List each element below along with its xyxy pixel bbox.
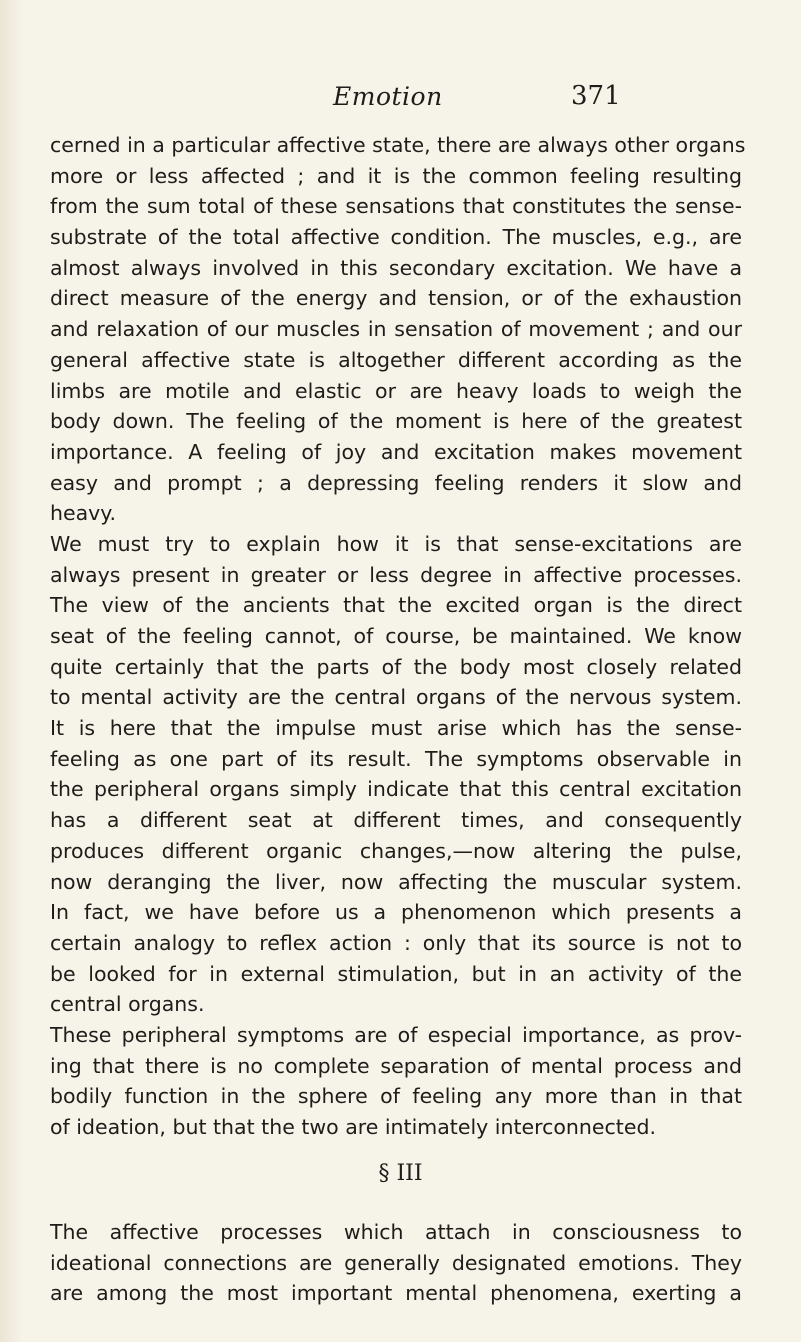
text-line: easy and prompt ; a depressing feeling renders it slow and <box>50 470 742 495</box>
text-line: We must try to explain how it is that sense-excitations are <box>50 531 742 556</box>
text-line: The affective processes which attach in consciousness to <box>50 1220 742 1244</box>
text-line: substrate of the total affective condition. The muscles, e.g., are <box>50 225 742 250</box>
text-line: limbs are motile and elastic or are heavy loads to weigh the <box>50 378 742 403</box>
text-line: always present in greater or less degree in affective processes. <box>50 562 742 587</box>
text-line: the peripheral organs simply indicate that this central excitation <box>50 777 742 802</box>
text-line: be looked for in external stimulation, but in an activity of the <box>50 961 742 986</box>
text-line: In fact, we have before us a phenomenon which presents a <box>50 900 742 925</box>
text-line: central organs. <box>50 992 205 1017</box>
running-title: Emotion <box>333 82 443 111</box>
text-line: from the sum total of these sensations that constitutes the sense- <box>50 194 742 219</box>
text-line: bodily function in the sphere of feeling any more than in that <box>50 1084 742 1109</box>
page-number: 371 <box>571 81 621 111</box>
text-line: seat of the feeling cannot, of course, be maintained. We know <box>50 624 742 648</box>
text-line: to mental activity are the central organs of the nervous system. <box>50 685 742 710</box>
text-line: direct measure of the energy and tension, or of the exhaustion <box>50 286 742 311</box>
text-line: ing that there is no complete separation of mental process and <box>50 1053 742 1078</box>
text-line: almost always involved in this secondary excitation. We have a <box>50 255 742 280</box>
text-line: ideational connections are generally designated emotions. They <box>50 1250 742 1275</box>
text-line: It is here that the impulse must arise which has the sense- <box>50 716 742 741</box>
text-line: certain analogy to reflex action : only that its source is not to <box>50 930 742 955</box>
text-line: feeling as one part of its result. The symptoms observable in <box>50 746 742 771</box>
section-text <box>50 1217 742 1309</box>
text-line: The view of the ancients that the excited organ is the direct <box>50 593 742 618</box>
text-line: These peripheral symptoms are of especial importance, as prov- <box>50 1022 742 1047</box>
text-line: heavy. <box>50 501 117 526</box>
text-line: and relaxation of our muscles in sensation of movement ; and our <box>50 317 742 342</box>
text-line: of ideation, but that the two are intimately interconnected. <box>50 1115 656 1139</box>
page-header <box>0 82 801 116</box>
text-line: has a different seat at different times, and consequently <box>50 808 742 833</box>
text-line: quite certainly that the parts of the body most closely related <box>50 654 742 679</box>
section-heading: § III <box>378 1161 423 1186</box>
text-line: are among the most important mental phenomena, exerting a <box>50 1281 742 1306</box>
text-line: now deranging the liver, now affecting the muscular system. <box>50 869 742 894</box>
text-line: produces different organic changes,—now altering the pulse, <box>50 838 742 863</box>
text-line: general affective state is altogether different according as the <box>50 347 742 372</box>
text-line: importance. A feeling of joy and excitation makes movement <box>50 439 742 464</box>
body-text <box>50 130 746 1143</box>
text-line: cerned in a particular affective state, there are always other organs <box>50 133 746 157</box>
text-line: body down. The feeling of the moment is here of the greatest <box>50 409 742 434</box>
text-line: more or less affected ; and it is the common feeling resulting <box>50 163 742 188</box>
